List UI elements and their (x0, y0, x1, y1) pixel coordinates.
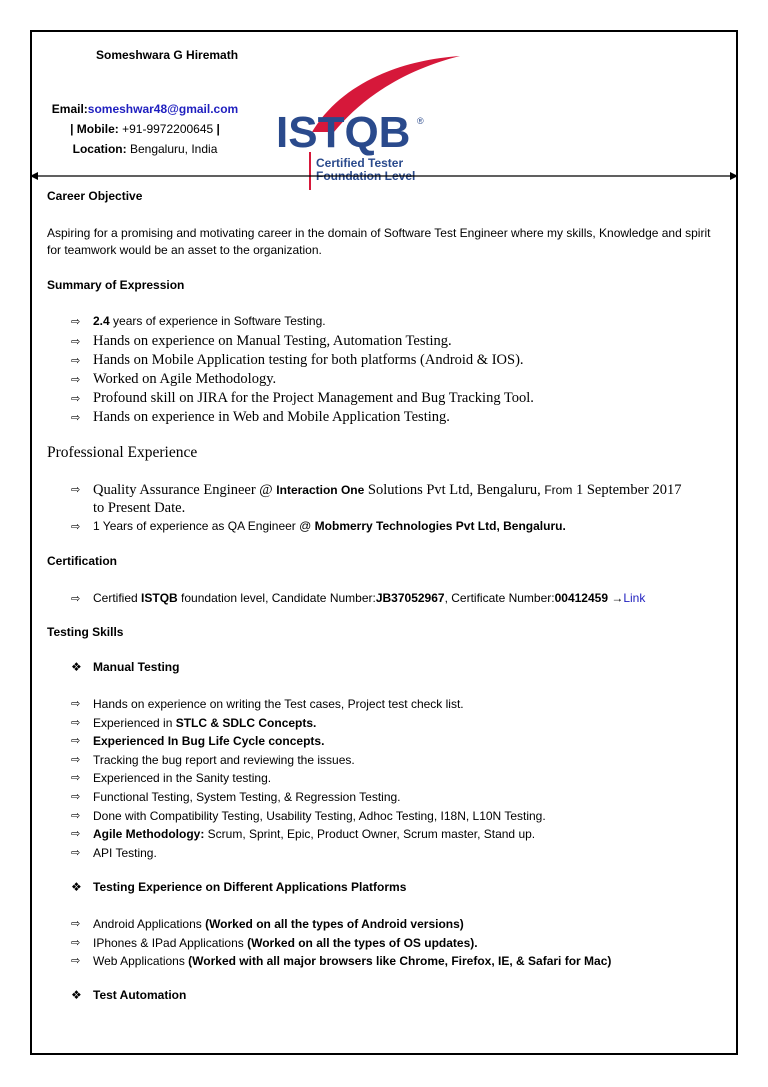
list-item-text: years of experience in Software Testing. (109, 314, 326, 328)
list-item-bold: Agile Methodology: (93, 827, 205, 842)
location-label: Location: (72, 142, 127, 156)
arrow-bullet-icon: ⇨ (71, 845, 81, 859)
cert-prefix: Certified (93, 591, 142, 605)
list-item-text: Experienced in (93, 715, 176, 730)
job1-date: 1 September 2017 (572, 482, 682, 498)
list-item-bold: (Worked on all the types of Android versions) (205, 917, 464, 931)
list-item (71, 934, 611, 953)
arrow-bullet-icon: ⇨ (71, 789, 81, 803)
list-item (71, 481, 681, 518)
arrow-bullet-icon: ⇨ (71, 771, 81, 785)
list-item-bold: STLC & SDLC Concepts. (175, 715, 317, 730)
list-item (71, 332, 534, 351)
list-item (71, 732, 546, 751)
candidate-number: JB37052967 (375, 591, 445, 605)
list-item-bold: (Worked on all the types of OS updates). (247, 935, 478, 950)
job1-company: Interaction One (276, 483, 365, 497)
professional-experience-heading: Professional Experience (47, 444, 198, 461)
list-item-text: Worked on Agile Methodology. (93, 371, 277, 387)
arrow-bullet-icon: ⇨ (71, 697, 81, 710)
location-value: Bengaluru, India (129, 142, 218, 156)
job1-mid: Solutions Pvt Ltd, Bengaluru, (364, 482, 545, 498)
logo-reg-mark: ® (417, 116, 424, 126)
right-arrow-icon: → (608, 591, 624, 605)
platforms-heading: Testing Experience on Different Applications Platforms (93, 880, 407, 894)
arrow-bullet-icon: ⇨ (71, 335, 81, 348)
years-value: 2.4 (93, 314, 110, 328)
list-item (71, 408, 534, 427)
logo-brand: ISTQB (276, 108, 411, 157)
certification-heading: Certification (47, 554, 118, 568)
arrow-bullet-icon: ⇨ (71, 715, 81, 729)
list-item (71, 952, 611, 971)
logo-line1: Certified Tester (316, 156, 404, 170)
contact-block (40, 99, 250, 159)
arrow-bullet-icon: ⇨ (71, 373, 81, 386)
list-item (71, 351, 534, 370)
job2-company: Mobmerry Technologies Pvt Ltd, Bengaluru. (314, 519, 566, 533)
list-item-text: Functional Testing, System Testing, & Regression Testing. (93, 789, 401, 804)
mobile-prefix: | Mobile: (70, 122, 123, 136)
list-item-text: Hands on Mobile Application testing for both platforms (Android & IOS). (93, 352, 524, 368)
automation-subsection (71, 987, 186, 1004)
experience-list (71, 481, 681, 535)
logo-line2: Foundation Level (316, 169, 416, 183)
list-item (71, 769, 546, 788)
list-item-text: API Testing. (93, 845, 157, 860)
arrow-bullet-icon: ⇨ (71, 315, 81, 328)
arrow-bullet-icon: ⇨ (71, 411, 81, 424)
job2-prefix: 1 Years of experience as QA Engineer @ (93, 519, 315, 533)
manual-testing-list (71, 695, 546, 862)
arrow-bullet-icon: ⇨ (71, 752, 81, 766)
arrow-bullet-icon: ⇨ (71, 935, 81, 949)
cert-mid2: , Certificate Number: (444, 591, 555, 605)
list-item-text: Tracking the bug report and reviewing the issues. (93, 752, 355, 767)
list-item (71, 659, 179, 676)
list-item-text: Done with Compatibility Testing, Usability Testing, Adhoc Testing, I18N, L10N Testing. (93, 808, 546, 823)
email-link[interactable]: someshwar48@gmail.com (87, 102, 239, 116)
email-label: Email: (51, 102, 88, 116)
list-item (71, 518, 681, 535)
career-objective-text: Aspiring for a promising and motivating career in the domain of Software Test Engineer where my skills, Knowledge and spirit for teamwork would be an asset to the organization. (47, 226, 711, 257)
summary-heading: Summary of Expression (47, 278, 185, 292)
email-line (40, 99, 250, 119)
section-divider (30, 171, 738, 181)
list-item-bold: (Worked with all major browsers like Chrome, Firefox, IE, & Safari for Mac) (188, 954, 612, 968)
list-item (71, 915, 611, 934)
list-item-bold: Experienced In Bug Life Cycle concepts. (93, 734, 325, 749)
arrow-bullet-icon: ⇨ (71, 592, 81, 605)
diamond-bullet-icon: ❖ (71, 880, 82, 894)
arrow-bullet-icon: ⇨ (71, 734, 81, 748)
list-item-text: IPhones & IPad Applications (93, 935, 248, 950)
arrow-bullet-icon: ⇨ (71, 917, 81, 930)
list-item (71, 807, 546, 826)
certification-list (71, 590, 645, 607)
list-item (71, 825, 546, 844)
list-item (71, 370, 534, 389)
list-item (71, 714, 546, 733)
arrow-bullet-icon: ⇨ (71, 354, 81, 367)
list-item-text: Hands on experience on Manual Testing, Automation Testing. (93, 333, 452, 349)
diamond-bullet-icon: ❖ (71, 660, 82, 674)
list-item (71, 879, 406, 896)
list-item-text: Android Applications (93, 917, 206, 931)
list-item-text: Hands on experience on writing the Test cases, Project test check list. (93, 697, 464, 711)
cert-mid: foundation level, Candidate Number: (177, 591, 376, 605)
list-item (71, 788, 546, 807)
arrow-bullet-icon: ⇨ (71, 520, 81, 533)
arrow-bullet-icon: ⇨ (71, 954, 81, 967)
location-line (40, 139, 250, 159)
list-item (71, 844, 546, 863)
list-item-text: Scrum, Sprint, Epic, Product Owner, Scrum master, Stand up. (204, 827, 536, 842)
candidate-name: Someshwara G Hiremath (96, 48, 239, 62)
certificate-link[interactable]: Link (623, 591, 646, 605)
job1-prefix: Quality Assurance Engineer @ (93, 482, 277, 498)
job1-line2: to Present Date. (93, 500, 186, 516)
diamond-bullet-icon: ❖ (71, 988, 82, 1002)
manual-testing-subsection (71, 659, 179, 676)
mobile-line (40, 119, 250, 139)
summary-list (71, 313, 534, 427)
cert-istqb: ISTQB (141, 591, 178, 605)
arrow-bullet-icon: ⇨ (71, 827, 81, 841)
list-item-text: Hands on experience in Web and Mobile Application Testing. (93, 409, 450, 425)
list-item (71, 313, 534, 332)
list-item-text: Web Applications (93, 954, 189, 968)
platforms-list (71, 915, 611, 971)
certificate-number: 00412459 (554, 591, 608, 605)
platforms-subsection (71, 879, 406, 896)
test-automation-heading: Test Automation (93, 988, 187, 1002)
manual-testing-heading: Manual Testing (93, 660, 180, 674)
job1-from: From (544, 483, 573, 497)
arrow-bullet-icon: ⇨ (71, 483, 81, 496)
list-item (71, 590, 645, 607)
mobile-suffix: | (213, 122, 220, 136)
list-item (71, 987, 186, 1004)
list-item-text: Experienced in the Sanity testing. (93, 771, 272, 786)
career-objective-heading: Career Objective (47, 189, 143, 203)
mobile-value: +91-9972200645 (122, 122, 214, 136)
arrow-bullet-icon: ⇨ (71, 808, 81, 822)
list-item (71, 695, 546, 714)
testing-skills-heading: Testing Skills (47, 625, 124, 639)
list-item (71, 751, 546, 770)
list-item (71, 389, 534, 408)
list-item-text: Profound skill on JIRA for the Project Management and Bug Tracking Tool. (93, 390, 534, 406)
arrow-bullet-icon: ⇨ (71, 392, 81, 405)
